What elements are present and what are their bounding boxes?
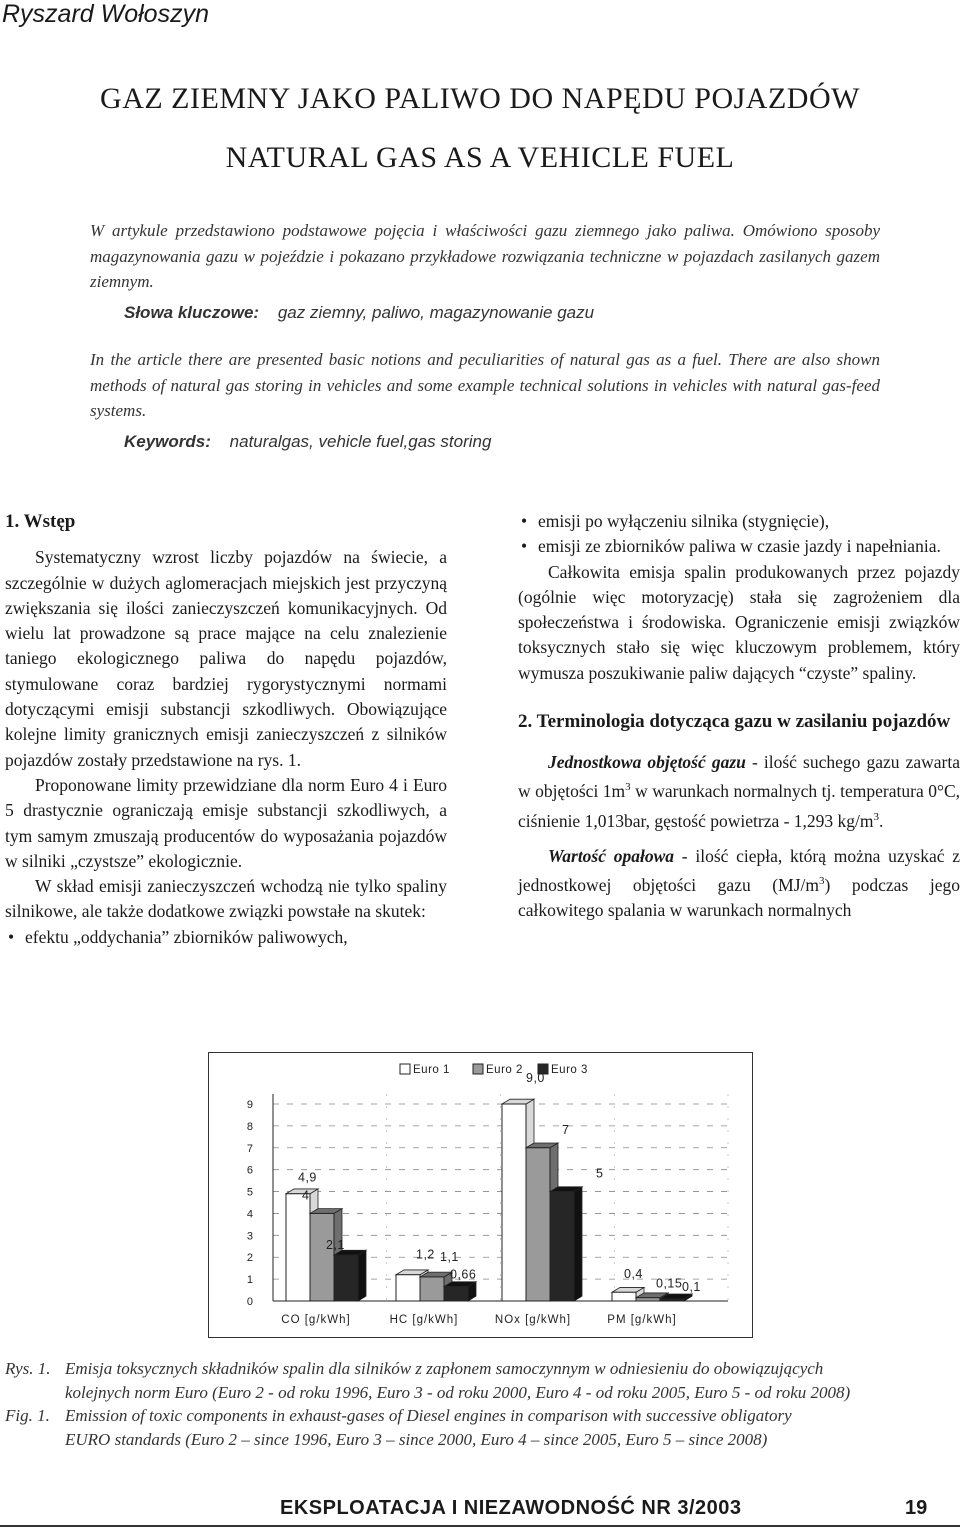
abstract-english xyxy=(90,347,880,424)
y-tick-label: 9 xyxy=(246,1099,253,1111)
x-tick-label: HC [g/kWh] xyxy=(389,1314,459,1326)
bar xyxy=(660,1299,684,1301)
data-label: 7 xyxy=(562,1122,570,1137)
bullet-item: • efektu „oddychania” zbiorników paliwowych, xyxy=(5,925,447,950)
y-tick-label: 1 xyxy=(246,1274,253,1287)
bar xyxy=(526,1148,550,1301)
bar-side xyxy=(574,1187,582,1301)
y-tick-label: 5 xyxy=(246,1186,253,1199)
keywords-polish xyxy=(124,303,594,323)
emission-chart xyxy=(208,1052,753,1338)
y-tick-label: 2 xyxy=(246,1252,253,1265)
caption-polish-line-2: kolejnych norm Euro (Euro 2 - od roku 1996, Euro 3 - od roku 2000, Euro 4 - od roku 2005, Euro 5 - od roku 2008) xyxy=(65,1382,851,1402)
title-english: NATURAL GAS AS A VEHICLE FUEL xyxy=(225,141,735,174)
y-tick-label: 4 xyxy=(246,1208,253,1221)
footer-rule xyxy=(0,1525,960,1527)
bar xyxy=(396,1275,420,1301)
legend-swatch xyxy=(473,1064,483,1074)
caption-english-line-1 xyxy=(5,1404,960,1428)
keywords-polish-value: gaz ziemny, paliwo, magazynowanie gazu xyxy=(277,303,595,322)
definition-unit-volume xyxy=(518,750,960,834)
superscript: 3 xyxy=(818,874,825,887)
bar xyxy=(334,1255,358,1301)
data-label: 0,15 xyxy=(656,1276,683,1291)
keywords-english-label: Keywords: xyxy=(124,432,211,451)
left-column xyxy=(5,509,447,950)
term-unit-volume: Jednostkowa objętość gazu xyxy=(548,752,746,773)
intro-paragraph-3: W skład emisji zanieczyszczeń wchodzą nie tylko spaliny silnikowe, ale także dodatkowe związki powstałe na skutek: xyxy=(5,876,447,922)
bar xyxy=(286,1194,310,1301)
caption-english-line-2: EURO standards (Euro 2 – since 1996, Euro 3 – since 2000, Euro 4 – since 2005, Euro 5 – since 2008) xyxy=(65,1429,768,1449)
abstract-polish xyxy=(90,218,880,295)
intro-paragraph-2: Proponowane limity przewidziane dla norm Euro 4 i Euro 5 drastycznie ograniczają emisje substancji szkodliwych, a tym samym zmuszają producentów do wyposażania pojazdów w silniki „czystsze” ekologicznie. xyxy=(5,774,447,871)
intro-paragraph-1: Systematyczny wzrost liczby pojazdów na świecie, a szczególnie w dużych aglomeracjach miejskich jest przyczyną zwiększania się ilości zanieczyszczeń komunikacyjnych. Od wielu lat prowadzone są prace mające na celu znalezienie taniego ekologicznego paliwa do napędu pojazdów, stymulowane coraz bardziej rygorystycznymi normami dotyczącymi emisji substancji szkodliwych. Obowiązujące kolejne limity granicznych emisji zanieczyszczeń z silników pojazdów zostały przedstawione na rys. 1. xyxy=(5,547,447,770)
bar xyxy=(310,1213,334,1301)
caption-polish-label: Rys. 1. xyxy=(5,1359,51,1378)
title-polish: GAZ ZIEMNY JAKO PALIWO DO NAPĘDU POJAZDÓW xyxy=(100,82,860,115)
abstract-polish-text: W artykule przedstawiono podstawowe pojęcia i właściwości gazu ziemnego jako paliwa. Omówiono sposoby magazynowania gazu w pojeździe i pokazano przykładowe rozwiązania techniczne w pojazdach zasilanych gazem ziemnym. xyxy=(90,221,880,291)
section-heading-2: 2. Terminologia dotycząca gazu w zasilaniu pojazdów xyxy=(518,711,951,733)
definition-text: w warunkach normalnych tj. temperatura 0°C, ciśnienie 1,013bar, gęstość powietrza - 1,293 kg/m xyxy=(518,781,960,831)
y-tick-label: 8 xyxy=(246,1120,253,1133)
keywords-english-value: naturalgas, vehicle fuel,gas storing xyxy=(229,432,492,451)
journal-footer: EKSPLOATACJA I NIEZAWODNOŚĆ NR 3/2003 xyxy=(280,1497,742,1519)
legend-label: Euro 1 xyxy=(413,1064,450,1076)
caption-text: Emisja toksycznych składników spalin dla silników z zapłonem samoczynnym w odniesieniu do obowiązujących xyxy=(65,1359,824,1378)
bar xyxy=(612,1292,636,1301)
author-name: Ryszard Wołoszyn xyxy=(2,0,209,28)
section-heading-1: 1. Wstęp xyxy=(5,511,76,532)
y-tick-label: 7 xyxy=(246,1142,253,1155)
page-number: 19 xyxy=(905,1497,928,1519)
figure-caption xyxy=(5,1357,960,1451)
definition-text: - ilość ciepła, którą można uzyskać z jednostkowej objętości gazu (MJ/m xyxy=(518,845,960,895)
bar xyxy=(502,1104,526,1301)
data-label: 4,9 xyxy=(298,1170,317,1185)
definition-calorific-value xyxy=(518,844,960,924)
term-calorific-value: Wartość opałowa xyxy=(548,845,675,866)
chart-legend xyxy=(400,1064,588,1076)
data-label: 0,1 xyxy=(682,1279,701,1294)
y-tick-label: 6 xyxy=(246,1164,253,1177)
definition-text: - ilość suchego gazu zawarta w objętości 1m xyxy=(518,752,960,802)
superscript: 3 xyxy=(873,810,880,823)
x-tick-label: NOx [g/kWh] xyxy=(494,1314,572,1326)
data-label: 1,1 xyxy=(440,1249,459,1264)
keywords-polish-label: Słowa kluczowe: xyxy=(124,303,260,322)
definition-text: ) podczas jego całkowitego spalania w warunkach normalnych xyxy=(518,874,960,921)
data-label: 2,1 xyxy=(326,1238,345,1253)
caption-english-label: Fig. 1. xyxy=(5,1406,50,1425)
paragraph-emission: Całkowita emisja spalin produkowanych przez pojazdy (ogólnie więc motoryzację) stała się zagrożeniem dla społeczeństwa i środowiska. Ograniczenie emisji związków toksycznych stało się więc kluczowym problemem, który wymusza poszukiwanie paliw dających “czyste” spaliny. xyxy=(518,561,960,683)
bullet-item: • emisji po wyłączeniu silnika (stygnięcie), xyxy=(518,509,960,534)
right-column xyxy=(518,509,960,923)
x-tick-label: CO [g/kWh] xyxy=(281,1314,351,1326)
bar-side xyxy=(358,1250,366,1301)
bar xyxy=(444,1287,468,1301)
y-tick-label: 3 xyxy=(246,1230,253,1243)
data-label: 9,0 xyxy=(526,1071,545,1085)
bar xyxy=(420,1277,444,1301)
definition-text: . xyxy=(879,810,884,831)
keywords-english xyxy=(124,432,491,452)
superscript: 3 xyxy=(625,781,631,794)
bullet-item: • emisji ze zbiorników paliwa w czasie jazdy i napełniania. xyxy=(518,534,960,559)
data-label: 0,66 xyxy=(450,1267,477,1282)
data-label: 1,2 xyxy=(416,1247,435,1262)
y-tick-label: 0 xyxy=(246,1296,253,1308)
bar xyxy=(636,1298,660,1301)
data-label: 5 xyxy=(596,1166,604,1181)
bar xyxy=(550,1192,574,1301)
caption-text: Emission of toxic components in exhaust-gases of Diesel engines in comparison with successive obligatory xyxy=(65,1406,792,1425)
caption-polish-line-1 xyxy=(5,1357,960,1381)
legend-label: Euro 2 xyxy=(486,1064,523,1076)
abstract-english-text: In the article there are presented basic notions and peculiarities of natural gas as a fuel. There are also shown methods of natural gas storing in vehicles and some example technical solutions in vehicles with natural gas-feed systems. xyxy=(90,350,880,420)
data-label: 4 xyxy=(302,1188,310,1203)
legend-swatch xyxy=(400,1064,410,1074)
data-label: 0,4 xyxy=(624,1267,643,1282)
x-tick-label: PM [g/kWh] xyxy=(607,1314,677,1326)
legend-label: Euro 3 xyxy=(551,1064,588,1076)
